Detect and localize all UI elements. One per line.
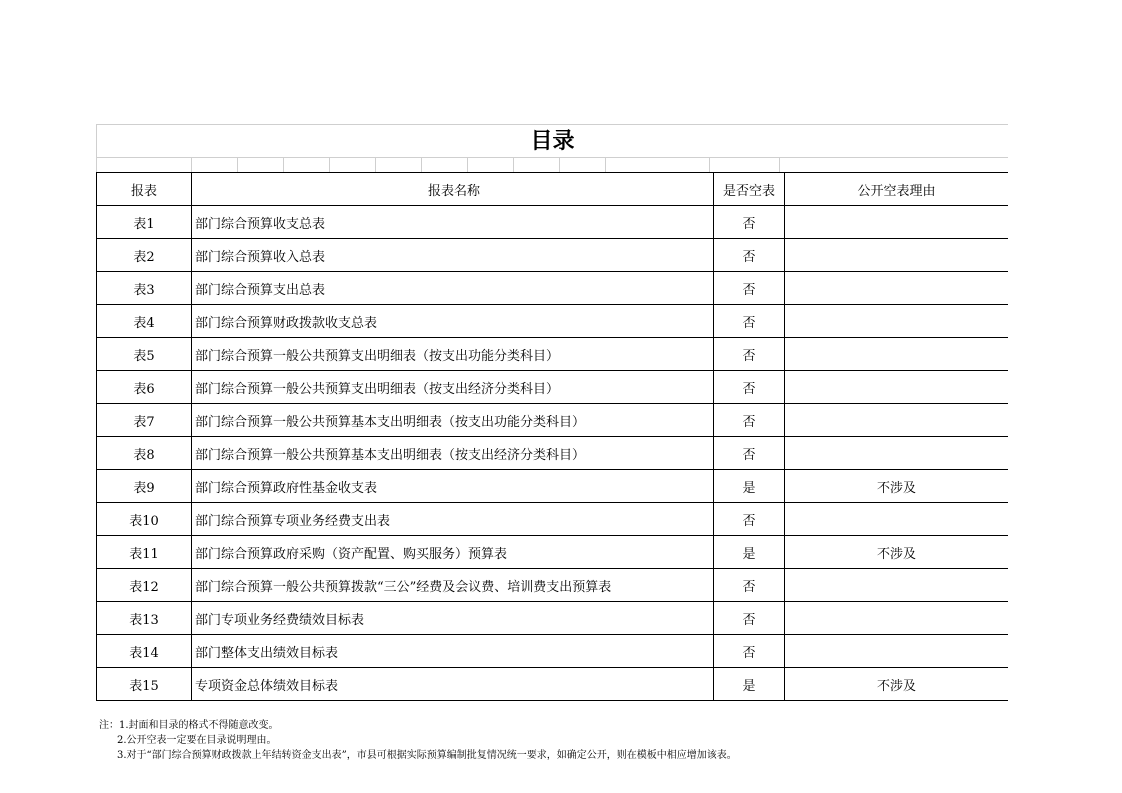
- row-reason: [785, 404, 1009, 437]
- row-code: 表14: [97, 635, 192, 668]
- row-code: 表12: [97, 569, 192, 602]
- row-name: 部门整体支出绩效目标表: [192, 635, 714, 668]
- header-code: 报表: [97, 173, 192, 206]
- toc-table: [96, 172, 1008, 701]
- row-reason: [785, 437, 1009, 470]
- table-row: [97, 569, 1009, 602]
- row-code: 表2: [97, 239, 192, 272]
- row-name: 部门综合预算财政拨款收支总表: [192, 305, 714, 338]
- row-name: 部门综合预算一般公共预算支出明细表（按支出经济分类科目）: [192, 371, 714, 404]
- header-empty: 是否空表: [714, 173, 785, 206]
- table-row: [97, 536, 1009, 569]
- row-empty: 是: [714, 668, 785, 701]
- row-empty: 是: [714, 470, 785, 503]
- table-row: [97, 338, 1009, 371]
- table-row: [97, 272, 1009, 305]
- row-reason: [785, 305, 1009, 338]
- header-name: 报表名称: [192, 173, 714, 206]
- row-reason: [785, 503, 1009, 536]
- table-row: [97, 305, 1009, 338]
- row-code: 表3: [97, 272, 192, 305]
- row-name: 部门综合预算一般公共预算支出明细表（按支出功能分类科目）: [192, 338, 714, 371]
- row-empty: 否: [714, 404, 785, 437]
- row-code: 表11: [97, 536, 192, 569]
- table-row: [97, 404, 1009, 437]
- row-reason: [785, 206, 1009, 239]
- row-empty: 否: [714, 371, 785, 404]
- row-code: 表1: [97, 206, 192, 239]
- header-reason: 公开空表理由: [785, 173, 1009, 206]
- table-row: [97, 206, 1009, 239]
- title-row: [96, 124, 1008, 157]
- row-name: 部门综合预算一般公共预算基本支出明细表（按支出功能分类科目）: [192, 404, 714, 437]
- row-reason: 不涉及: [785, 668, 1009, 701]
- row-code: 表13: [97, 602, 192, 635]
- table-row: [97, 371, 1009, 404]
- table-row: [97, 602, 1009, 635]
- toc-sheet: [96, 124, 1008, 701]
- row-empty: 否: [714, 437, 785, 470]
- row-empty: 否: [714, 206, 785, 239]
- row-code: 表4: [97, 305, 192, 338]
- row-reason: [785, 602, 1009, 635]
- row-empty: 否: [714, 569, 785, 602]
- row-reason: [785, 635, 1009, 668]
- row-code: 表10: [97, 503, 192, 536]
- table-row: [97, 503, 1009, 536]
- table-row: [97, 470, 1009, 503]
- row-reason: [785, 569, 1009, 602]
- row-reason: 不涉及: [785, 536, 1009, 569]
- row-name: 部门综合预算一般公共预算基本支出明细表（按支出经济分类科目）: [192, 437, 714, 470]
- row-empty: 否: [714, 635, 785, 668]
- row-name: 部门综合预算政府采购（资产配置、购买服务）预算表: [192, 536, 714, 569]
- row-name: 部门综合预算专项业务经费支出表: [192, 503, 714, 536]
- row-name: 部门专项业务经费绩效目标表: [192, 602, 714, 635]
- notes: [99, 718, 737, 763]
- row-empty: 否: [714, 305, 785, 338]
- row-code: 表8: [97, 437, 192, 470]
- row-name: 部门综合预算支出总表: [192, 272, 714, 305]
- row-code: 表15: [97, 668, 192, 701]
- row-name: 部门综合预算收入总表: [192, 239, 714, 272]
- note-3: 3.对于“部门综合预算财政拨款上年结转资金支出表”，市县可根据实际预算编制批复情况统一要求，如确定公开，则在模板中相应增加该表。: [117, 750, 737, 761]
- spacer-row: [96, 157, 1008, 172]
- row-empty: 否: [714, 272, 785, 305]
- page-title: 目录: [530, 128, 575, 154]
- row-name: 部门综合预算收支总表: [192, 206, 714, 239]
- row-empty: 是: [714, 536, 785, 569]
- row-reason: [785, 239, 1009, 272]
- row-code: 表5: [97, 338, 192, 371]
- row-reason: 不涉及: [785, 470, 1009, 503]
- row-name: 部门综合预算一般公共预算拨款“三公”经费及会议费、培训费支出预算表: [192, 569, 714, 602]
- table-row: [97, 635, 1009, 668]
- note-1: 注：1.封面和目录的格式不得随意改变。: [99, 720, 279, 731]
- row-code: 表9: [97, 470, 192, 503]
- row-empty: 否: [714, 602, 785, 635]
- row-reason: [785, 338, 1009, 371]
- table-row: [97, 437, 1009, 470]
- row-name: 专项资金总体绩效目标表: [192, 668, 714, 701]
- row-empty: 否: [714, 239, 785, 272]
- row-empty: 否: [714, 338, 785, 371]
- header-row: [97, 173, 1009, 206]
- row-code: 表7: [97, 404, 192, 437]
- row-name: 部门综合预算政府性基金收支表: [192, 470, 714, 503]
- row-reason: [785, 272, 1009, 305]
- table-row: [97, 668, 1009, 701]
- row-reason: [785, 371, 1009, 404]
- note-2: 2.公开空表一定要在目录说明理由。: [117, 735, 277, 746]
- row-empty: 否: [714, 503, 785, 536]
- row-code: 表6: [97, 371, 192, 404]
- table-row: [97, 239, 1009, 272]
